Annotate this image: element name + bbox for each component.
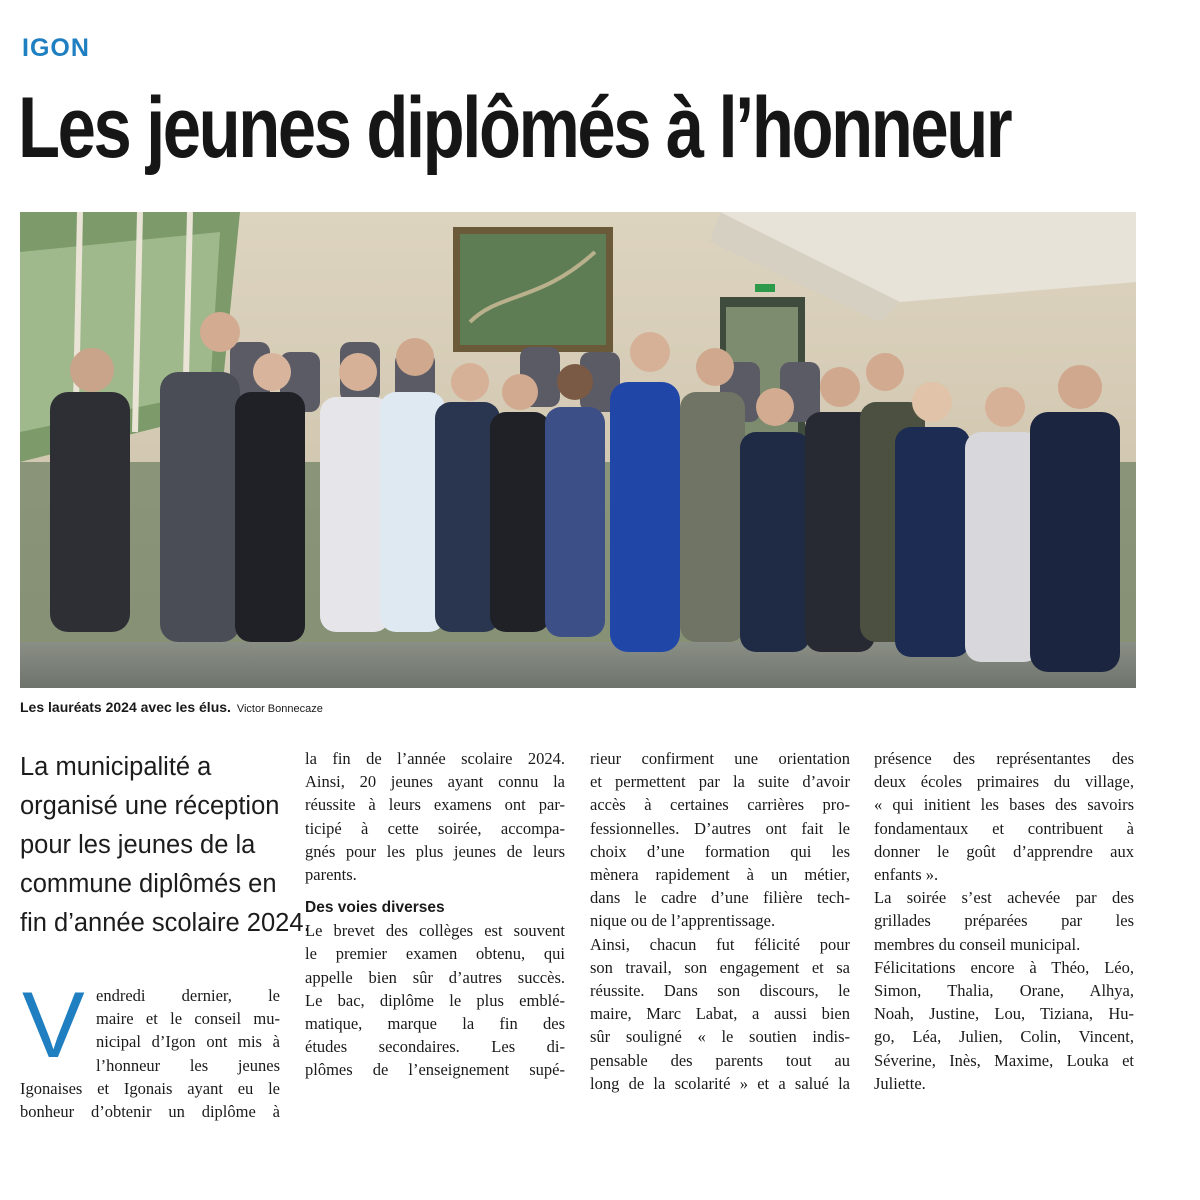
body-line: « qui initient les bases des savoirs [874,795,1134,815]
body-line: dans le cadre d’une filière tech- [590,888,850,908]
body-line: sûr souligné « le soutien indis- [590,1027,850,1047]
body-line: fessionnelles. D’autres ont fait le [590,818,850,838]
section-kicker: IGON [22,34,90,62]
body-line: et permettent par la suite d’avoir [590,772,850,792]
body-line: mènera rapidement à un métier, [590,865,850,885]
caption-text: Les lauréats 2024 avec les élus. [20,699,231,715]
lead-line: La municipalité a [20,753,212,781]
body-line: Ainsi, 20 jeunes ayant connu la [305,772,565,792]
body-line: Simon, Thalia, Orane, Alhya, [874,981,1134,1001]
body-line: membres du conseil municipal. [874,934,1081,954]
body-line: enfants ». [874,865,939,885]
body-line: grillades préparées par les [874,911,1134,931]
photo-illustration [20,212,1136,688]
body-line: Ainsi, chacun fut félicité pour [590,934,850,954]
body-line: accès à certaines carrières pro- [590,795,850,815]
column-4 [874,747,1134,1095]
column-1 [20,984,280,1123]
body-line: donner le goût d’apprendre aux [874,841,1134,861]
column-3 [590,747,850,1095]
body-line: nicipal d’Igon ont mis à [96,1032,280,1052]
body-line: réussite. Dans son discours, le [590,981,850,1001]
body-line: Le bac, diplôme le plus emblé- [305,990,565,1010]
body-line: plômes de l’enseignement supé- [305,1060,565,1080]
body-line: gnés pour les plus jeunes de leurs [305,841,565,861]
body-line: Igonaises et Igonais ayant eu le [20,1078,280,1098]
drop-cap: V [22,972,85,1077]
lead-paragraph [20,748,311,943]
lead-line: commune diplômés en [20,870,277,898]
body-line: pensable des parents tout au [590,1050,850,1070]
body-line: maire, Marc Labat, a aussi bien [590,1004,850,1024]
body-line: Séverine, Inès, Maxime, Louka et [874,1050,1134,1070]
group-photo [20,212,1136,688]
photo-credit: Victor Bonnecaze [236,703,323,715]
lead-line: pour les jeunes de la [20,831,256,859]
body-line: long de la scolarité » et a salué la [590,1073,850,1093]
body-line: deux écoles primaires du village, [874,772,1134,792]
body-line: rieur confirment une orientation [590,749,850,768]
body-line: fondamentaux et contribuent à [874,818,1134,838]
body-line: matique, marque la fin des [305,1014,565,1034]
body-line: l’honneur les jeunes [96,1055,280,1075]
lead-line: organisé une réception [20,792,280,820]
headline: Les jeunes diplômés à l’honneur [18,80,1011,176]
lead-line: fin d’année scolaire 2024. [20,909,311,937]
body-line: go, Léa, Julien, Colin, Vincent, [874,1027,1134,1047]
body-line: choix d’une formation qui les [590,841,850,861]
body-line: bonheur d’obtenir un diplôme à [20,1102,280,1122]
body-line: Félicitations encore à Théo, Léo, [874,957,1134,977]
body-line: appelle bien sûr d’autres succès. [305,967,565,987]
body-line: maire et le conseil mu- [96,1009,280,1029]
subheading: Des voies diverses [305,899,445,917]
body-line: la fin de l’année scolaire 2024. [305,749,565,768]
body-line: La soirée s’est achevée par des [874,888,1134,908]
body-line: nique ou de l’apprentissage. [590,911,776,931]
column-2 [305,747,565,1082]
body-line: études secondaires. Les di- [305,1037,565,1057]
body-line: le premier examen obtenu, qui [305,944,565,964]
body-line: présence des représentantes des [874,749,1134,768]
body-line: ticipé à cette soirée, accompa- [305,818,565,838]
body-line: endredi dernier, le [96,986,280,1005]
body-line: réussite à leurs examens ont par- [305,795,565,815]
body-line: Juliette. [874,1073,926,1093]
photo-caption [20,699,323,715]
body-line: parents. [305,865,357,885]
body-line: Noah, Justine, Lou, Tiziana, Hu- [874,1004,1134,1024]
body-line: Le brevet des collèges est souvent [305,921,565,941]
body-line: son travail, son engagement et sa [590,957,850,977]
